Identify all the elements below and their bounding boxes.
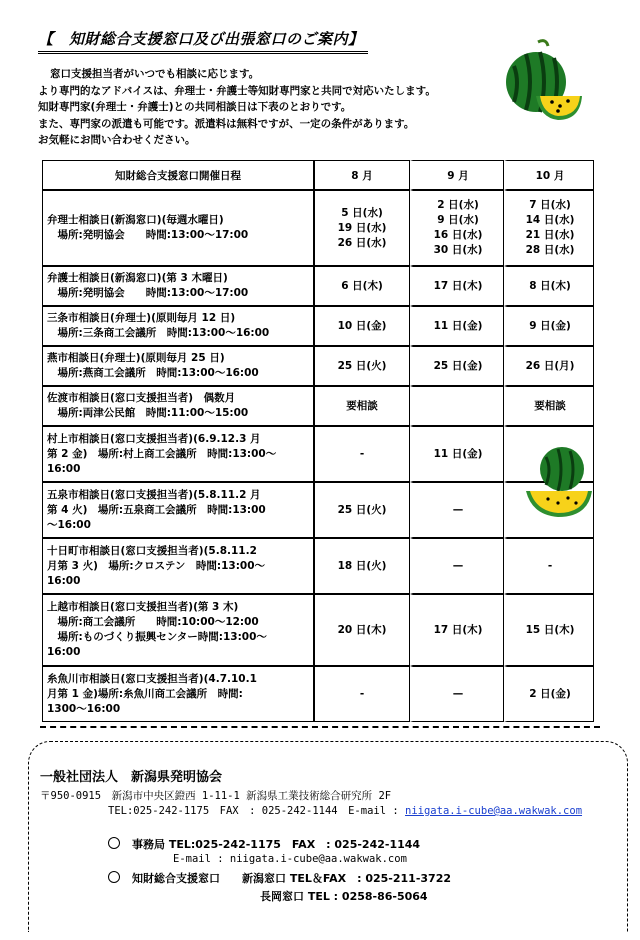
sep-cell: 17 日(木) bbox=[410, 594, 504, 666]
circle-bullet-icon bbox=[108, 871, 120, 883]
address: 〒950-0915 新潟市中央区鐙西 1-11-1 新潟県工業技術総合研究所 2F bbox=[40, 790, 392, 802]
aug-cell: 20 日(木) bbox=[314, 594, 410, 666]
sep-cell: — bbox=[410, 538, 504, 594]
tel-fax-text: TEL:025-242-1175 FAX : 025-242-1144 E-mail : bbox=[108, 805, 399, 817]
table-header-row bbox=[42, 160, 594, 190]
contact-line bbox=[108, 803, 582, 818]
intro-line: お気軽にお問い合わせください。 bbox=[38, 134, 196, 146]
schedule-table bbox=[42, 160, 594, 722]
aug-cell: 10 日(金) bbox=[314, 306, 410, 346]
aug-cell: - bbox=[314, 666, 410, 722]
sep-cell: — bbox=[410, 666, 504, 722]
intro-line: 窓口支援担当者がいつでも相談に応じます。 bbox=[50, 68, 260, 80]
oct-cell: 26 日(月) bbox=[504, 346, 594, 386]
table-row bbox=[42, 538, 594, 594]
sep-cell bbox=[410, 386, 504, 426]
office-contact: 事務局 TEL:025-242-1175 FAX : 025-242-1144 bbox=[108, 836, 420, 852]
sep-cell: 2 日(水) 9 日(水) 16 日(水) 30 日(水) bbox=[410, 190, 504, 266]
table-row bbox=[42, 266, 594, 306]
oct-cell: 8 日(木) bbox=[504, 266, 594, 306]
separator-line bbox=[40, 726, 600, 728]
organization-name: 一般社団法人 新潟県発明協会 bbox=[40, 770, 223, 785]
intro-line: 知財専門家(弁理士・弁護士)との共同相談日は下表のとおりです。 bbox=[38, 101, 352, 113]
aug-cell: 18 日(火) bbox=[314, 538, 410, 594]
header-aug: 8 月 bbox=[314, 160, 410, 190]
aug-cell: 6 日(木) bbox=[314, 266, 410, 306]
support-contact: 知財総合支援窓口 新潟窓口 TEL＆FAX : 025-211-3722 bbox=[108, 870, 451, 886]
event-cell: 十日町市相談日(窓口支援担当者)(5.8.11.2 月第 3 火) 場所:クロステン 時間:13:00〜 16:00 bbox=[42, 538, 314, 594]
table-row bbox=[42, 426, 594, 482]
aug-cell: 要相談 bbox=[314, 386, 410, 426]
aug-cell: 25 日(火) bbox=[314, 482, 410, 538]
intro-text bbox=[38, 66, 478, 149]
circle-bullet-icon bbox=[108, 837, 120, 849]
sep-cell: 11 日(金) bbox=[410, 426, 504, 482]
email-link[interactable]: niigata.i-cube@aa.wakwak.com bbox=[405, 805, 583, 817]
oct-cell: 2 日(金) bbox=[504, 666, 594, 722]
event-cell: 糸魚川市相談日(窓口支援担当者)(4.7.10.1 月第 1 金)場所:糸魚川商工会議所 時間: 1300〜16:00 bbox=[42, 666, 314, 722]
sep-cell: 25 日(金) bbox=[410, 346, 504, 386]
sep-cell: 11 日(金) bbox=[410, 306, 504, 346]
watermelon-slice-icon bbox=[524, 445, 594, 519]
sep-cell: 17 日(木) bbox=[410, 266, 504, 306]
event-cell: 村上市相談日(窓口支援担当者)(6.9.12.3 月 第 2 金) 場所:村上商工会議所 時間:13:00〜 16:00 bbox=[42, 426, 314, 482]
event-cell: 五泉市相談日(窓口支援担当者)(5.8.11.2 月 第 4 火) 場所:五泉商工会議所 時間:13:00 〜16:00 bbox=[42, 482, 314, 538]
aug-cell: - bbox=[314, 426, 410, 482]
oct-cell: 15 日(木) bbox=[504, 594, 594, 666]
table-row bbox=[42, 306, 594, 346]
table-row bbox=[42, 386, 594, 426]
intro-line: より専門的なアドバイスは、弁理士・弁護士等知財専門家と共同で対応いたします。 bbox=[38, 84, 436, 97]
page-title: 【 知財総合支援窓口及び出張窓口のご案内】 bbox=[38, 28, 368, 54]
event-cell: 弁護士相談日(新潟窓口)(第 3 木曜日) 場所:発明協会 時間:13:00〜17:00 bbox=[42, 266, 314, 306]
table-row bbox=[42, 482, 594, 538]
sep-cell: — bbox=[410, 482, 504, 538]
table-row bbox=[42, 190, 594, 266]
table-row bbox=[42, 666, 594, 722]
header-oct: 10 月 bbox=[504, 160, 594, 190]
event-cell: 佐渡市相談日(窓口支援担当者) 偶数月 場所:両津公民館 時間:11:00〜15:00 bbox=[42, 386, 314, 426]
office-email: E-mail : niigata.i-cube@aa.wakwak.com bbox=[173, 853, 407, 865]
event-cell: 三条市相談日(弁理士)(原則毎月 12 日) 場所:三条商工会議所 時間:13:00〜16:00 bbox=[42, 306, 314, 346]
table-row bbox=[42, 346, 594, 386]
event-cell: 弁理士相談日(新潟窓口)(毎週水曜日) 場所:発明協会 時間:13:00〜17:00 bbox=[42, 190, 314, 266]
intro-line: また、専門家の派遣も可能です。派遣料は無料ですが、一定の条件があります。 bbox=[38, 117, 415, 130]
aug-cell: 25 日(火) bbox=[314, 346, 410, 386]
support-nagaoka: 長岡窓口 TEL : 0258-86-5064 bbox=[260, 890, 428, 903]
event-cell: 上越市相談日(窓口支援担当者)(第 3 木) 場所:商工会議所 時間:10:00〜12:00 場所:ものづくり振興センター時間:13:00〜 16:00 bbox=[42, 594, 314, 666]
oct-cell: 7 日(水) 14 日(水) 21 日(水) 28 日(水) bbox=[504, 190, 594, 266]
event-cell: 燕市相談日(弁理士)(原則毎月 25 日) 場所:燕商工会議所 時間:13:00〜16:00 bbox=[42, 346, 314, 386]
header-sep: 9 月 bbox=[410, 160, 504, 190]
oct-cell: 9 日(金) bbox=[504, 306, 594, 346]
aug-cell: 5 日(水) 19 日(水) 26 日(水) bbox=[314, 190, 410, 266]
header-schedule: 知財総合支援窓口開催日程 bbox=[42, 160, 314, 190]
table-row bbox=[42, 594, 594, 666]
oct-cell: 要相談 bbox=[504, 386, 594, 426]
oct-cell: - bbox=[504, 538, 594, 594]
watermelon-icon bbox=[500, 36, 584, 122]
